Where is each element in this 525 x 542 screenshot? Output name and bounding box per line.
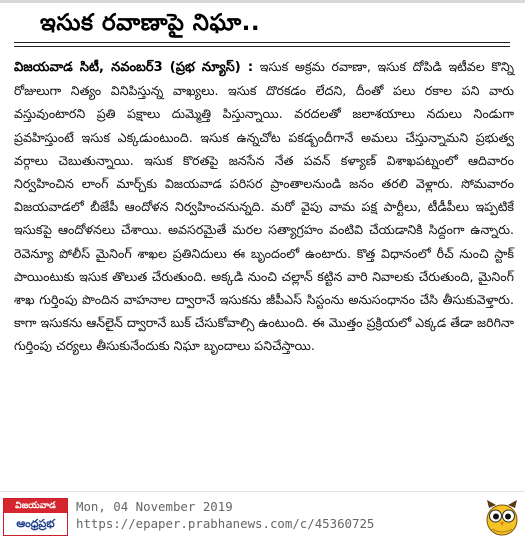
headline-divider-top: [14, 42, 510, 43]
article-headline: ఇసుక రవాణాపై నిఘా..: [40, 10, 261, 36]
top-border: [0, 0, 525, 3]
footer-bar: [0, 491, 525, 542]
epaper-url[interactable]: https://epaper.prabhanews.com/c/45360725: [76, 516, 375, 531]
footer-meta: [76, 498, 374, 532]
newspaper-logo[interactable]: [3, 498, 68, 536]
logo-edition: విజయవాడ: [4, 499, 67, 513]
article-body: [14, 55, 514, 358]
article-text: ఇసుక అక్రమ రవాణా, ఇసుక దోపిడి ఇటీవల కొన్ని రోజులుగా నిత్యం వినిపిస్తున్న వాఖ్యలు. ఇసుక దొరకడం లేదని, దీంతో పలు రకాల పని వారు వస్తువుంటారని ప్రతి పక్షాలు దుమ్మెత్తి పిస్తున్నాయి. వరదలతో జలాశయాలు నదులు నిండుగా ప్రవహిస్తుంటే ఇసుక ఎక్కడుంటుంది. ఇసుక ఉన్నచోట పకడ్బందీగానే అమలు చేస్తున్నామని ప్రభుత్వ వర్గాలు చెబుతున్నాయి. ఇసుక కొరతపై జనసేన నేత పవన్‌ కళ్యాణ్‌ విశాఖపట్నంలో ఆదివారం నిర్వహించిన లాంగ్‌ మార్చ్‌కు విజయవాడ పరిసర ప్రాంతాలనుండి జనం తరలి వెళ్లారు. సోమవారం విజయవాడలో బీజేపీ ఆందోళన నిర్వహించనున్నది. మరో వైపు వామ పక్ష పార్టీలు, టీడీపీలు ఇప్పటికే ఇసుకపై ఆందోళనలు చేశాయి. అవసరమైతే మరల సత్యాగ్రహం వంటివి చేయడానికి సిద్దంగా ఉన్నారు. రెవెన్యూ పోలీస్‌ మైనింగ్‌ శాఖల ప్రతినిదులు ఈ బృందంలో ఉంటారు. కొత్త విధానంలో రీచ్‌ నుంచి స్టాక్‌ పాయింటుకు ఇసుక తొలుత చేరుతుంది. అక్కడి నుంచి చల్లాన్‌ కట్టిన వారి నివాలకు చేరుతుంది, మైనింగ్‌ శాఖ గుర్తింపు పొందిన వాహనాల ద్వారానే ఇసుకను జీపీఎస్‌ సిస్టంను అనుసంధానం చేసి తీసుకువెళ్తారు. కాగా ఇసుకను ఆన్‌లైన్‌ ద్వారానే బుక్‌ చేసుకోవాల్సి ఉంటుంది. ఈ మొత్తం ప్రక్రియలో ఎక్కడ తేడా జరిగినా గుర్తింపు చర్యలు తీసుకునేందుకు నిఘా బృందాలు పనిచేస్తాయి.: [14, 59, 514, 354]
logo-masthead: ఆంధ్రప్రభ: [16, 517, 55, 530]
article-dateline: విజయవాడ సిటీ, నవంబర్‌3 (ప్రభ న్యూస్‌) :: [14, 60, 254, 75]
publication-date: Mon, 04 November 2019: [76, 499, 233, 514]
headline-divider-bottom: [14, 46, 510, 47]
owl-mascot-icon: [484, 498, 520, 536]
